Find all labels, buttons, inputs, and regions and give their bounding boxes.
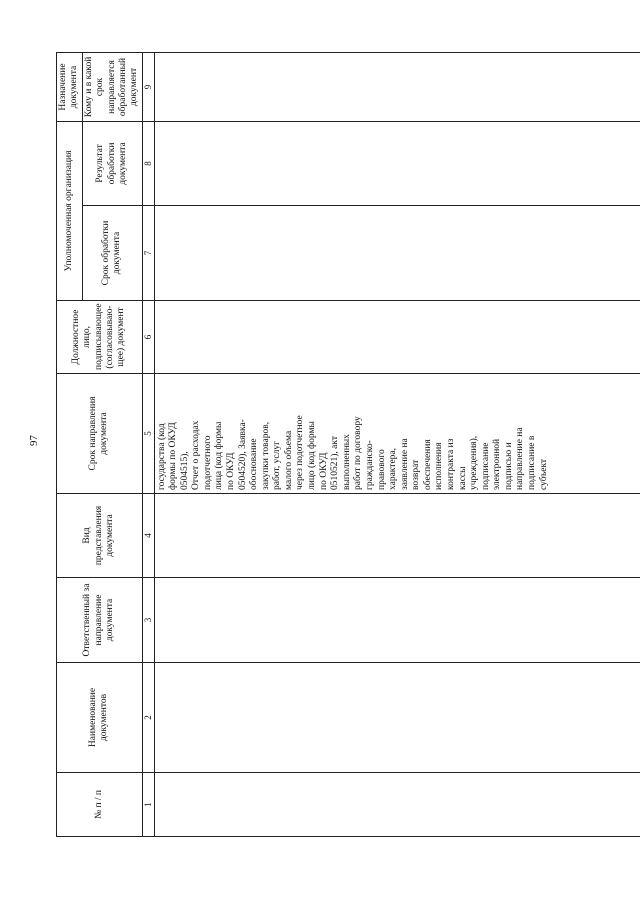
deadline-line: исполнения	[434, 442, 445, 490]
deadline-line: работ, услуг	[272, 441, 283, 490]
header-authorized-organization: Уполномоченная организация	[57, 121, 83, 300]
deadline-line: выполненных	[341, 434, 352, 490]
cell-processing-result	[154, 121, 640, 205]
deadline-line: подписание	[480, 442, 491, 490]
deadline-line: 0510521), акт	[330, 435, 341, 490]
header-document-name: Наименование документов	[57, 663, 143, 773]
deadline-line: государства (код	[156, 423, 167, 490]
cell-submission-deadline	[154, 374, 640, 494]
deadline-line: кассы	[457, 466, 468, 490]
header-processing-result: Результат обработки документа	[82, 121, 142, 205]
header-signing-official: Должностное лицо, подписывающее (согласовываю-щее) документ	[57, 301, 143, 374]
deadline-line: направление на	[515, 427, 526, 490]
rotated-table-container	[56, 53, 640, 837]
column-number: 3	[142, 578, 154, 663]
deadline-line: подписание в	[527, 435, 538, 490]
cell-recipient	[154, 52, 640, 121]
deadline-line: характера,	[388, 447, 399, 490]
column-number: 5	[142, 374, 154, 494]
header-presentation-type: Вид представления документа	[57, 494, 143, 578]
column-number: 7	[142, 206, 154, 301]
deadline-line: контракта из	[445, 438, 456, 490]
deadline-line: малого объема	[283, 430, 294, 490]
cell-number	[154, 773, 640, 837]
deadline-line: 0504515),	[179, 451, 190, 490]
deadline-line: обеспечения	[422, 439, 433, 490]
document-flow-table	[56, 52, 640, 837]
header-number: № п / п	[57, 773, 143, 837]
deadline-line: электронной	[492, 438, 503, 490]
deadline-line: через подотчетное	[295, 415, 306, 490]
deadline-line: учреждения),	[469, 435, 480, 490]
column-number: 4	[142, 494, 154, 578]
cell-responsible	[154, 578, 640, 663]
deadline-line: лица (код формы	[214, 421, 225, 490]
page-number: 97	[28, 435, 40, 446]
deadline-line: обоснование	[249, 438, 260, 490]
column-number: 2	[142, 663, 154, 773]
column-number: 1	[142, 773, 154, 837]
deadline-line: субъект	[538, 458, 549, 490]
header-responsible: Ответственный за направление документа	[57, 578, 143, 663]
cell-presentation-type	[154, 494, 640, 578]
deadline-line: формы по ОКУД	[168, 422, 179, 490]
deadline-line: работ по договору	[353, 416, 364, 490]
deadline-line: лицо (код формы	[307, 421, 318, 490]
cell-document-name	[154, 663, 640, 773]
deadline-line: гражданско-	[364, 440, 375, 490]
deadline-line: по ОКУД	[318, 452, 329, 490]
cell-processing-deadline	[154, 206, 640, 301]
deadline-line: правового	[376, 449, 387, 490]
deadline-line: заявление на	[399, 438, 410, 490]
header-recipient: Кому и в какой срок направляется обработанный документ	[82, 52, 142, 121]
column-number: 9	[142, 52, 154, 121]
deadline-line: по ОКУД	[226, 452, 236, 490]
deadline-line: Отчет о расходах	[191, 420, 202, 490]
deadline-line: подотчетного	[202, 435, 213, 490]
cell-signing-official	[154, 301, 640, 374]
column-number: 6	[142, 301, 154, 374]
deadline-line: 0504520), Заявка-	[237, 419, 248, 490]
deadline-line: закупки товаров,	[260, 421, 271, 490]
column-number: 8	[142, 121, 154, 205]
header-processing-deadline: Срок обработки документа	[82, 206, 142, 301]
deadline-line: подписью и	[503, 442, 514, 490]
header-document-purpose: Назначение документа	[57, 52, 83, 121]
deadline-line: возврат	[411, 459, 422, 490]
header-submission-deadline: Срок направления документа	[57, 374, 143, 494]
